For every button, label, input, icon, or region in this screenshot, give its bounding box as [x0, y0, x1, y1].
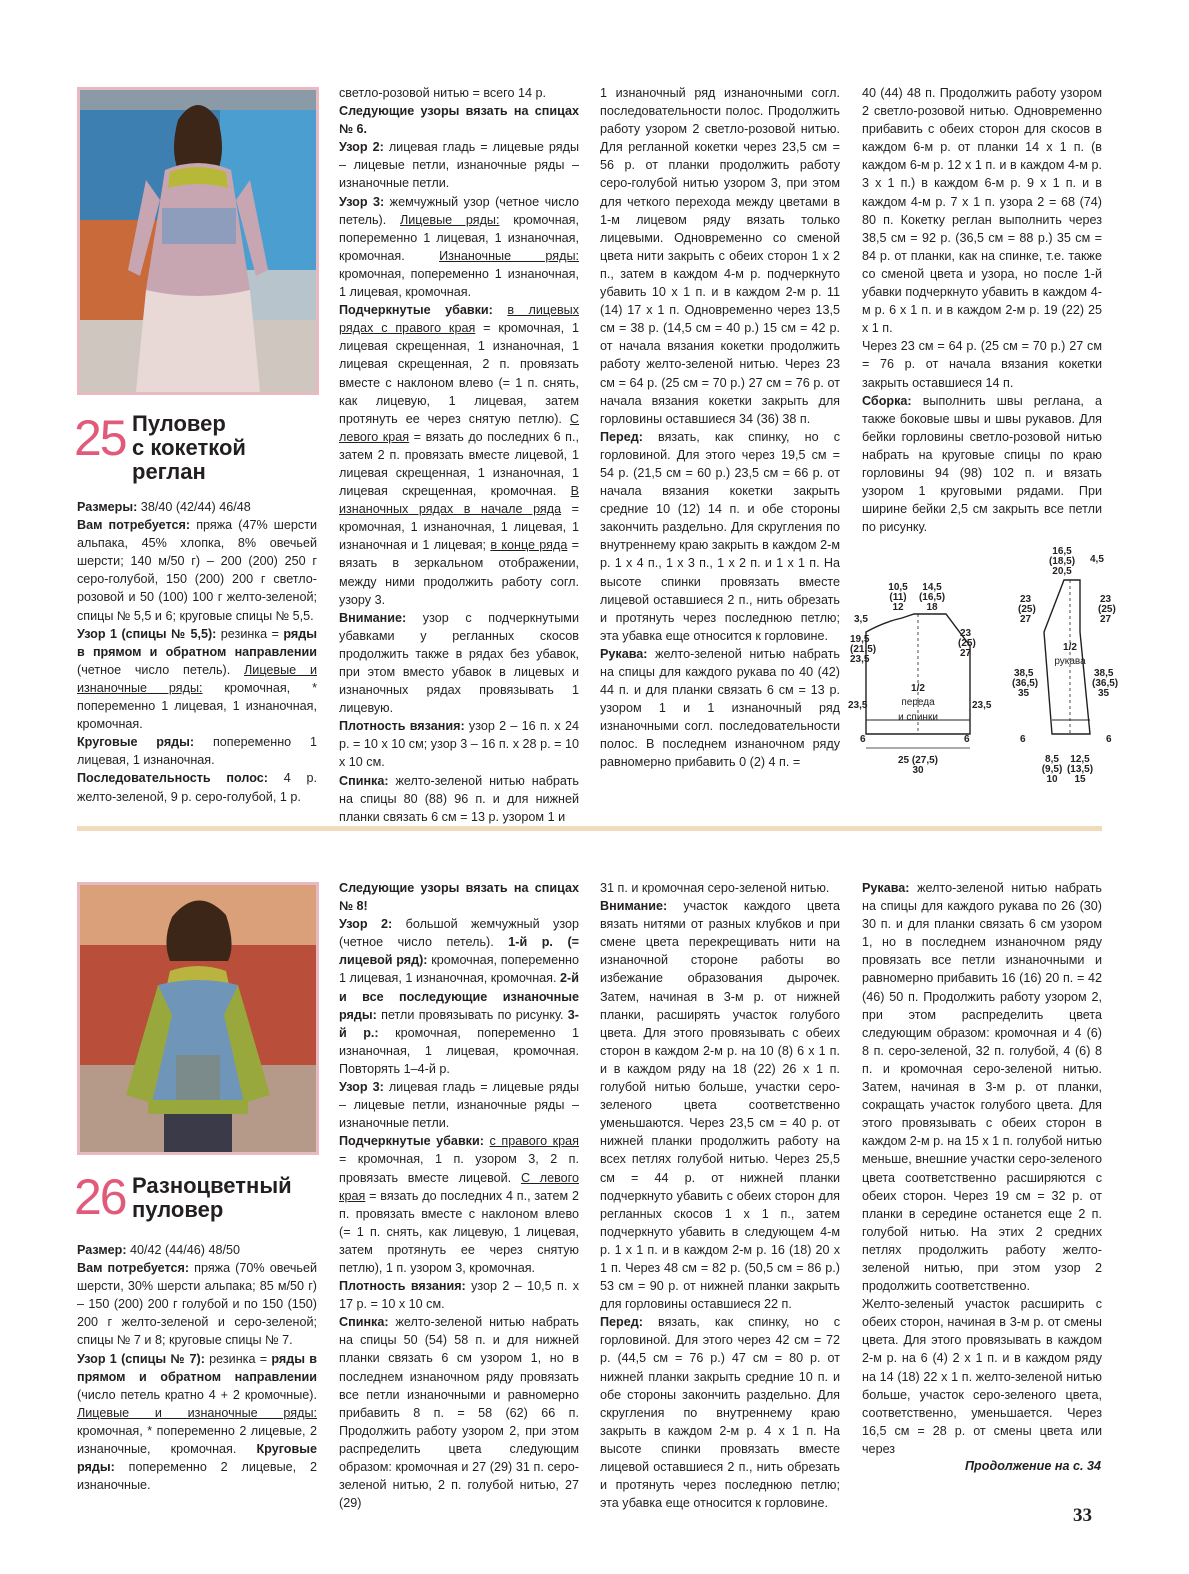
text-run: 3-й р.: [339, 1007, 579, 1040]
text-run: Спинка: [339, 773, 389, 788]
model-25-col4 [862, 84, 1102, 536]
text-run: Желто-зеленый участок расширить с обеих сторон, начиная в 3-м р. от смены цвета. Для этого провязывать в каждом 2-м р. на 6 (4) 2 х 1 п. и в каждом ряду на 14 (18) 22 х 1 п. желто-зеленой нитью больше, участок серо-зеленого цвета, соответственно, уменьшается. Через 16,5 см = 28 р. от смены цвета или через [862, 1297, 1102, 1456]
text-run: большой жемчужный узор (четное число петель). [339, 917, 579, 950]
sdim-25-left: (25) [1018, 604, 1036, 615]
text-run: вязать, как спинку, но с горловиной. Для этого через 19,5 см = 54 р. (21,5 см = 60 р.) 23,5 см = 66 р. от начала вязания кокетки закрыть средние 10 (12) 14 п. и обе стороны закончить раздельно. Для скругления по внутреннему краю закрыть в каждом 2-м р. 1 х 4 п., 1 х 3 п., 1 х 2 п. и 1 х 1 п. На высоте спинки провязать вместе лицевой оставшиеся 2 п., нить обрезать и протянуть через последнюю петлю; эта убавка еще относится к горловине. [600, 429, 840, 643]
dim-14-5: 14,5 [922, 582, 942, 593]
sdim-13-5: (13,5) [1066, 764, 1094, 775]
text-run: Подчеркнутые убавки: [339, 1134, 484, 1149]
text-run: (число петель кратно 4 + 2 кромочные). [77, 1387, 317, 1402]
text-run: Узор 1 (спицы № 5,5): [77, 626, 217, 641]
dim-18: 18 [926, 602, 938, 613]
text-run: светло-розовой нитью = всего 14 р. [339, 86, 546, 100]
text-run: с правого края [489, 1134, 579, 1149]
text-run: ряды в прямом и обратном направлении [77, 626, 318, 659]
text-run: = вязать в зеркальном отображении, между ними продолжить работу согл. узору 3. [339, 538, 579, 607]
text-run: узор 2 – 16 п. х 24 р. = 10 х 10 см; узор 3 – 16 п. х 28 р. = 10 х 10 см. [339, 719, 579, 770]
text-run: узор 2 – 10,5 п. х 17 р. = 10 х 10 см. [339, 1279, 579, 1312]
model-25-title-line1: Пуловер [132, 411, 226, 436]
text-run: петли провязывать по рисунку. [376, 1007, 568, 1022]
dim-6-right: 6 [964, 734, 970, 745]
dim-12: 12 [892, 602, 904, 613]
text-run: Следующие узоры вязать на спицах № 6. [339, 104, 579, 137]
text-run: С левого края [339, 1170, 579, 1203]
text-run: = кромочная, 1 п. узором 3, 2 п. провязать вместе лицевой. [339, 1152, 579, 1185]
text-run: Перед: [600, 1315, 643, 1330]
sdim-27-right: 27 [1100, 614, 1112, 625]
model-25-title-line3: реглан [132, 459, 206, 484]
dim-width-1: 25 (27,5) [897, 755, 939, 766]
model-26-photo [77, 882, 319, 1155]
text-run: Сборка: [862, 393, 912, 408]
text-run: Последовательность полос: [77, 771, 268, 786]
dim-6-left: 6 [860, 734, 866, 745]
text-run: = кромочная, 1 лицевая скрещенная, 1 изнаночная, 1 лицевая скрещенная, 2 п. провязать вместе с наклоном влево (= 1 п. снять, как лицевую, 1 лицевая, затем протянуть ее через снятую петлю). [339, 321, 579, 426]
sleeve-label-sleeve: рукава [1054, 656, 1086, 667]
text-run: 38/40 (42/44) 46/48 [137, 500, 251, 514]
dim-11: (11) [889, 592, 907, 603]
text-run: Круговые ряды: [77, 735, 195, 750]
dim-10-5: 10,5 [888, 582, 908, 593]
dim-23: 23 [960, 628, 972, 639]
text-run: желто-зеленой нитью набрать на спицы 80 (88) 96 п. и для нижней планки связать 6 см = 13 р. узором 1 и [339, 773, 579, 824]
text-run: 4 р. желто-зеленой, 9 р. серо-голубой, 1 р. [77, 771, 317, 804]
front-label-back: и спинки [898, 712, 938, 723]
text-run: В изнаночных рядах в начале ряда [339, 484, 579, 517]
sdim-38-5-right: 38,5 [1094, 668, 1114, 679]
text-run: = вязать до последних 6 п., затем 2 п. провязать вместе лицевой, 1 лицевая скрещенная, 1 изнаночная, 1 лицевая скрещенная, кромочная. [339, 429, 579, 499]
text-run: в конце ряда [490, 538, 568, 553]
text-run: узор с подчеркнутыми убавками у регланных скосов продолжить также в рядах без убавок, при этом вместо убавок в лицевых и изнаночных рядах провязывать 1 лицевую. [339, 610, 579, 716]
model-26-col1 [77, 1241, 317, 1494]
text-run: участок каждого цвета вязать нитями от разных клубков и при смене цвета перекрещивать нити на изнаночной стороне работы во избежание образования дырочек. Затем, начиная в 3-м р. от нижней планки, расширять участок голубого цвета. Для этого провязывать с обеих сторон в каждом 2-м р. на 10 (8) 6 х 1 п. и в каждом ряду на 18 (22) 26 х 1 п. голубой нитью больше, участки серо-зеленого цвета соответственно уменьшаются. Через 23,5 см = 40 р. от нижней планки продолжить работу на всех петлях голубой нитью. Через 25,5 см = 44 р. от нижней планки подчеркнуто убавить с обеих сторон для регланных скосов 1 х 1 п., затем подчеркнуто убавить в следующем 4-м р. 1 х 1 п. и в каждом 2-м р. 16 (18) 20 х 1 п. Через 48 см = 82 р. (50,5 см = 86 р.) 53 см = 90 р. от нижней планки закрыть для горловины оставшиеся 22 п. [600, 899, 840, 1312]
text-run: С левого края [339, 411, 579, 444]
text-run: кромочная, попеременно 1 лицевая, 1 изнаночная, кромочная. [339, 212, 579, 263]
text-run: Узор 2: [339, 140, 384, 155]
front-label-half: 1/2 [911, 683, 925, 694]
text-run: Перед: [600, 429, 643, 444]
text-run: 40 (44) 48 п. Продолжить работу узором 2 светло-розовой нитью. Одновременно прибавить с обеих сторон для скосов в каждом 6-м р. от планки 14 х 1 п. (в каждом 6-м р. 12 х 1 п. и в каждом 4-м р. 3 х 1 п.) в каждом 6-м р. 9 х 1 п. и в каждом 4-м р. 7 х 1 п. узора 2 = 68 (74) 80 п. Кокетку реглан выполнить через 38,5 см = 92 р. (36,5 см = 88 р.) 35 см = 84 р. от планки, как на спинке, т.е. также со сменой цвета и узора, но после 1-й убавки подчеркнуто убавить в каждом 4-м р. 6 х 1 п. и в каждом 2-м р. 19 (22) 25 х 1 п. [862, 86, 1102, 336]
text-run: 40/42 (44/46) 48/50 [126, 1243, 240, 1257]
sdim-16-5: 16,5 [1052, 546, 1072, 557]
text-run: Вам потребуется: [77, 518, 191, 533]
front-back-piece [848, 582, 992, 776]
text-run: попеременно 1 лицевая, 1 изнаночная. [77, 735, 318, 768]
text-run: Узор 1 (спицы № 7): [77, 1351, 205, 1366]
text-run: Лицевые и изнаночные ряды: [77, 1405, 317, 1420]
text-run: Рукава: [862, 881, 910, 895]
text-run: попеременно 2 лицевые, 2 изнаночные. [77, 1460, 317, 1493]
text-run: = вязать до последних 4 п., затем 2 п. провязать вместе с наклоном влево (= 1 п. снять, как лицевую, 1 лицевая, затем протянуть ее через снятую петлю), 1 п. узором 3, кромочная. [339, 1188, 579, 1275]
model-25-col2 [339, 84, 579, 826]
dim-23-5-right: 23,5 [972, 700, 992, 711]
model-25-photo [77, 87, 319, 395]
text-run: Следующие узоры вязать на спицах № 8! [339, 881, 579, 914]
text-run: жемчужный узор (четное число петель). [339, 194, 579, 227]
model-25-col1 [77, 498, 317, 806]
model-25-number: 25 [74, 410, 126, 466]
front-label-front: переда [901, 697, 935, 708]
dim-27: 27 [960, 648, 972, 659]
model-25-pattern-scheme [848, 540, 1118, 790]
text-run: лицевая гладь = лицевые ряды – лицевые петли, изнаночные ряды – изнаночные петли. [339, 1080, 579, 1131]
sdim-23-left: 23 [1020, 594, 1032, 605]
text-run: Круговые ряды: [77, 1442, 317, 1475]
sdim-12-5: 12,5 [1070, 754, 1090, 765]
sdim-8-5: 8,5 [1045, 754, 1059, 765]
sdim-25-right: (25) [1098, 604, 1116, 615]
text-run: Через 23 см = 64 р. (25 см = 70 р.) 27 см = 76 р. от начала вязания кокетки закрыть оставшиеся 14 п. [862, 339, 1102, 390]
text-run: желто-зеленой нитью набрать на спицы 50 (54) 58 п. и для нижней планки связать 6 см узором 1, но в последнем изнаночном ряду провязать все петли изнаночными и равномерно прибавить 8 п. = 58 (62) 66 п. Продолжить работу узором 2, при этом распределить цвета следующим образом: кромочная и 27 (29) 31 п. серо-зеленой нитью, 2 п. голубой нитью, 27 (29) [339, 1315, 579, 1511]
dim-19-5: 19,5 [850, 634, 870, 645]
model-26-number: 26 [74, 1169, 126, 1225]
text-run: Вам потребуется: [77, 1261, 190, 1276]
model-26-title-line1: Разноцветный [132, 1173, 292, 1198]
text-run: вязать, как спинку, но с горловиной. Для этого через 42 см = 72 р. (44,5 см = 76 р.) 47 см = 80 р. от нижней планки закрыть средние 10 п. и обе стороны закончить раздельно. Для скругления по внутреннему краю закрыть в каждом 2-м р. 4 х 1 п. На высоте спинки провязать вместе лицевой оставшиеся 2 п., нить обрезать и протянуть через последнюю петлю; эта убавка еще относится к горловине. [600, 1315, 840, 1511]
text-run: Узор 3: [339, 194, 385, 209]
model-26-col2 [339, 879, 579, 1512]
dim-width-2: 30 [912, 765, 924, 776]
sdim-15: 15 [1074, 774, 1086, 785]
sdim-36-5-left: (36,5) [1012, 678, 1039, 689]
model-26-col3 [600, 879, 840, 1512]
text-run [493, 303, 508, 317]
text-run: резинка = [216, 626, 284, 641]
sdim-38-5-left: 38,5 [1014, 668, 1034, 679]
text-run: лицевая гладь = лицевые ряды – лицевые петли, изнаночные ряды – изнаночные петли. [339, 140, 579, 191]
sdim-35-right: 35 [1098, 688, 1110, 699]
model-26-title [132, 1174, 292, 1222]
text-run: желто-зеленой нитью набрать на спицы для каждого рукава по 40 (42) 44 п. и для планки связать 6 см = 13 р. узором 1 и 1 изнаночный ряд изнаночными согл. последовательности полос. В последнем изнаночном ряду равномерно прибавить 0 (2) 4 п. = [600, 646, 840, 770]
model-26-title-line2: пуловер [132, 1197, 224, 1222]
dim-25: (25) [958, 638, 976, 649]
text-run: Лицевые и изнаночные ряды: [77, 662, 317, 695]
text-run: (четное число петель). [77, 662, 245, 677]
text-run: кромочная, * попеременно 2 лицевые, 2 изнаночные, кромочная. [77, 1423, 317, 1457]
text-run: кромочная, попеременно 1 лицевая, 1 изнаночная, кромочная. [339, 953, 579, 986]
section-divider [77, 826, 1102, 831]
text-run: желто-зеленой нитью набрать на спицы для каждого рукава по 26 (30) 30 п. и для планки связать 6 см узором 1, но в последнем изнаночном ряду провязать все петли изнаночными и равномерно прибавить 16 (16) 20 п. = 42 (46) 50 п. Продолжить работу узором 2, при этом распределить цвета следующим образом: кромочная и 4 (6) 8 п. серо-зеленой, 32 п. голубой, 4 (6) 8 п. и кромочная серо-зеленой нитью. Затем, начиная в 3-м р. от планки, сокращать участок голубого цвета. Для этого провязывать с обеих сторон в каждом 2-м р. на 15 х 1 п. голубой нитью меньше, внешние участки серо-зеленого цвета соответственно расширяются с обеих сторон. Через 19 см = 32 р. от планки в середине останется еще 2 п. голубой нитью. На этих 2 средних петлях продолжить работу желто-зеленой нитью, при этом узор 2 продолжить соответственно. [862, 881, 1102, 1294]
sleeve-label-half: 1/2 [1063, 642, 1077, 653]
text-run: Узор 3: [339, 1080, 384, 1095]
model-25-col3 [600, 84, 840, 772]
text-run: резинка = [204, 1351, 272, 1366]
sdim-4-5: 4,5 [1090, 554, 1104, 565]
sdim-6-left: 6 [1020, 734, 1026, 745]
text-run: кромочная, попеременно 1 изнаночная, 1 лицевая, кромочная. Повторять 1–4-й р. [339, 1025, 579, 1076]
sdim-10: 10 [1046, 774, 1058, 785]
model-25-title [132, 412, 246, 484]
text-run: Внимание: [600, 899, 668, 914]
sdim-23-right: 23 [1100, 594, 1112, 605]
text-run: кромочная, * попеременно 1 лицевая, 1 изнаночная, кромочная. [77, 680, 317, 732]
text-run: Плотность вязания: [339, 719, 465, 734]
text-run: Размеры: [77, 500, 138, 514]
text-run: Узор 2: [339, 917, 393, 932]
text-run: кромочная, попеременно 1 изнаночная, 1 лицевая, кромочная. [339, 266, 579, 300]
text-run: Размер: [77, 1243, 127, 1257]
text-run: пряжа (47% шерсти альпака, 45% хлопка, 8% овечьей шерсти; 140 м/50 г) – 200 (200) 250 г серо-голубой, 150 (200) 200 г светло-розовой и 50 (100) 100 г желто-зеленой; спицы № 5,5 и 6; круговые спицы № 5,5. [77, 518, 318, 623]
continued-note: Продолжение на с. 34 [965, 1459, 1101, 1473]
text-run: в лицевых рядах с правого края [339, 303, 580, 336]
dim-21-5: (21,5) [850, 644, 877, 655]
page-number: 33 [1073, 1505, 1092, 1526]
dim-23-5: 23,5 [848, 700, 868, 711]
text-run: Рукава: [600, 646, 648, 661]
text-run: пряжа (70% овечьей шерсти, 30% шерсти альпака; 85 м/50 г) – 150 (200) 200 г голубой и по 150 (150) 200 г желто-зеленой и серо-зеленой; спицы № 7 и 8; круговые спицы № 7. [77, 1261, 317, 1348]
model-26-col4 [862, 879, 1102, 1458]
text-run: Лицевые ряды: [400, 212, 500, 227]
sdim-27-left: 27 [1020, 614, 1032, 625]
sdim-6-right: 6 [1106, 734, 1112, 745]
sdim-9-5: (9,5) [1041, 764, 1063, 775]
sdim-18-5: (18,5) [1048, 556, 1076, 567]
dim-16-5: (16,5) [918, 592, 946, 603]
text-run: 1-й р. (= лицевой ряд): [339, 935, 579, 968]
text-run: = кромочная, 1 изнаночная, 1 лицевая, 1 изнаночная и 1 лицевая; [339, 502, 579, 553]
sdim-20-5: 20,5 [1052, 566, 1072, 577]
text-run: Подчеркнутые убавки: [339, 303, 493, 318]
text-run: Изнаночные ряды: [439, 248, 579, 263]
text-run: 31 п. и кромочная серо-зеленой нитью. [600, 881, 830, 895]
dim-23-5a: 23,5 [850, 654, 870, 665]
sdim-35-left: 35 [1018, 688, 1030, 699]
model-25-title-line2: с кокеткой [132, 435, 246, 460]
text-run: 1 изнаночный ряд изнаночными согл. последовательности полос. Продолжить работу узором 2 светло-розовой нитью. Для регланной кокетки через 23,5 см = 56 р. от планки продолжить работу серо-голубой нитью узором 3, при этом для четкого перехода между цветами в 1-м лицевом ряду вязать только лицевыми. Одновременно со сменой цвета нити закрыть с обеих сторон 1 х 2 п., затем в каждом 4-м р. подчеркнуто убавить 10 х 1 п. и в каждом 2-м р. 11 (14) 17 х 1 п. Одновременно через 13,5 см = 38 р. (14,5 см = 40 р.) 15 см = 42 р. от начала вязания кокетки продолжить работу желто-зеленой нитью. Через 23 см = 64 р. (25 см = 70 р.) 27 см = 76 р. от начала вязания кокетки закрыть для горловины оставшиеся 34 (36) 38 п. [600, 86, 840, 426]
dim-3-5: 3,5 [854, 614, 868, 625]
text-run: выполнить швы реглана, а также боковые швы и швы рукавов. Для бейки горловины светло-розовой нитью набрать на круговые спицы по краю горловины 94 (98) 102 п. и вязать узором 1 круговыми рядами. При ширине бейки 2,5 см закрыть все петли по рисунку. [862, 393, 1102, 535]
text-run: 2-й и все последующие изнаночные ряды: [339, 971, 579, 1022]
text-run: Спинка: [339, 1315, 389, 1330]
text-run: Внимание: [339, 610, 407, 625]
sleeve-piece [1012, 546, 1118, 785]
text-run: ряды в прямом и обратном направлении [77, 1351, 317, 1384]
text-run: Плотность вязания: [339, 1279, 466, 1294]
sdim-36-5-right: (36,5) [1092, 678, 1118, 689]
